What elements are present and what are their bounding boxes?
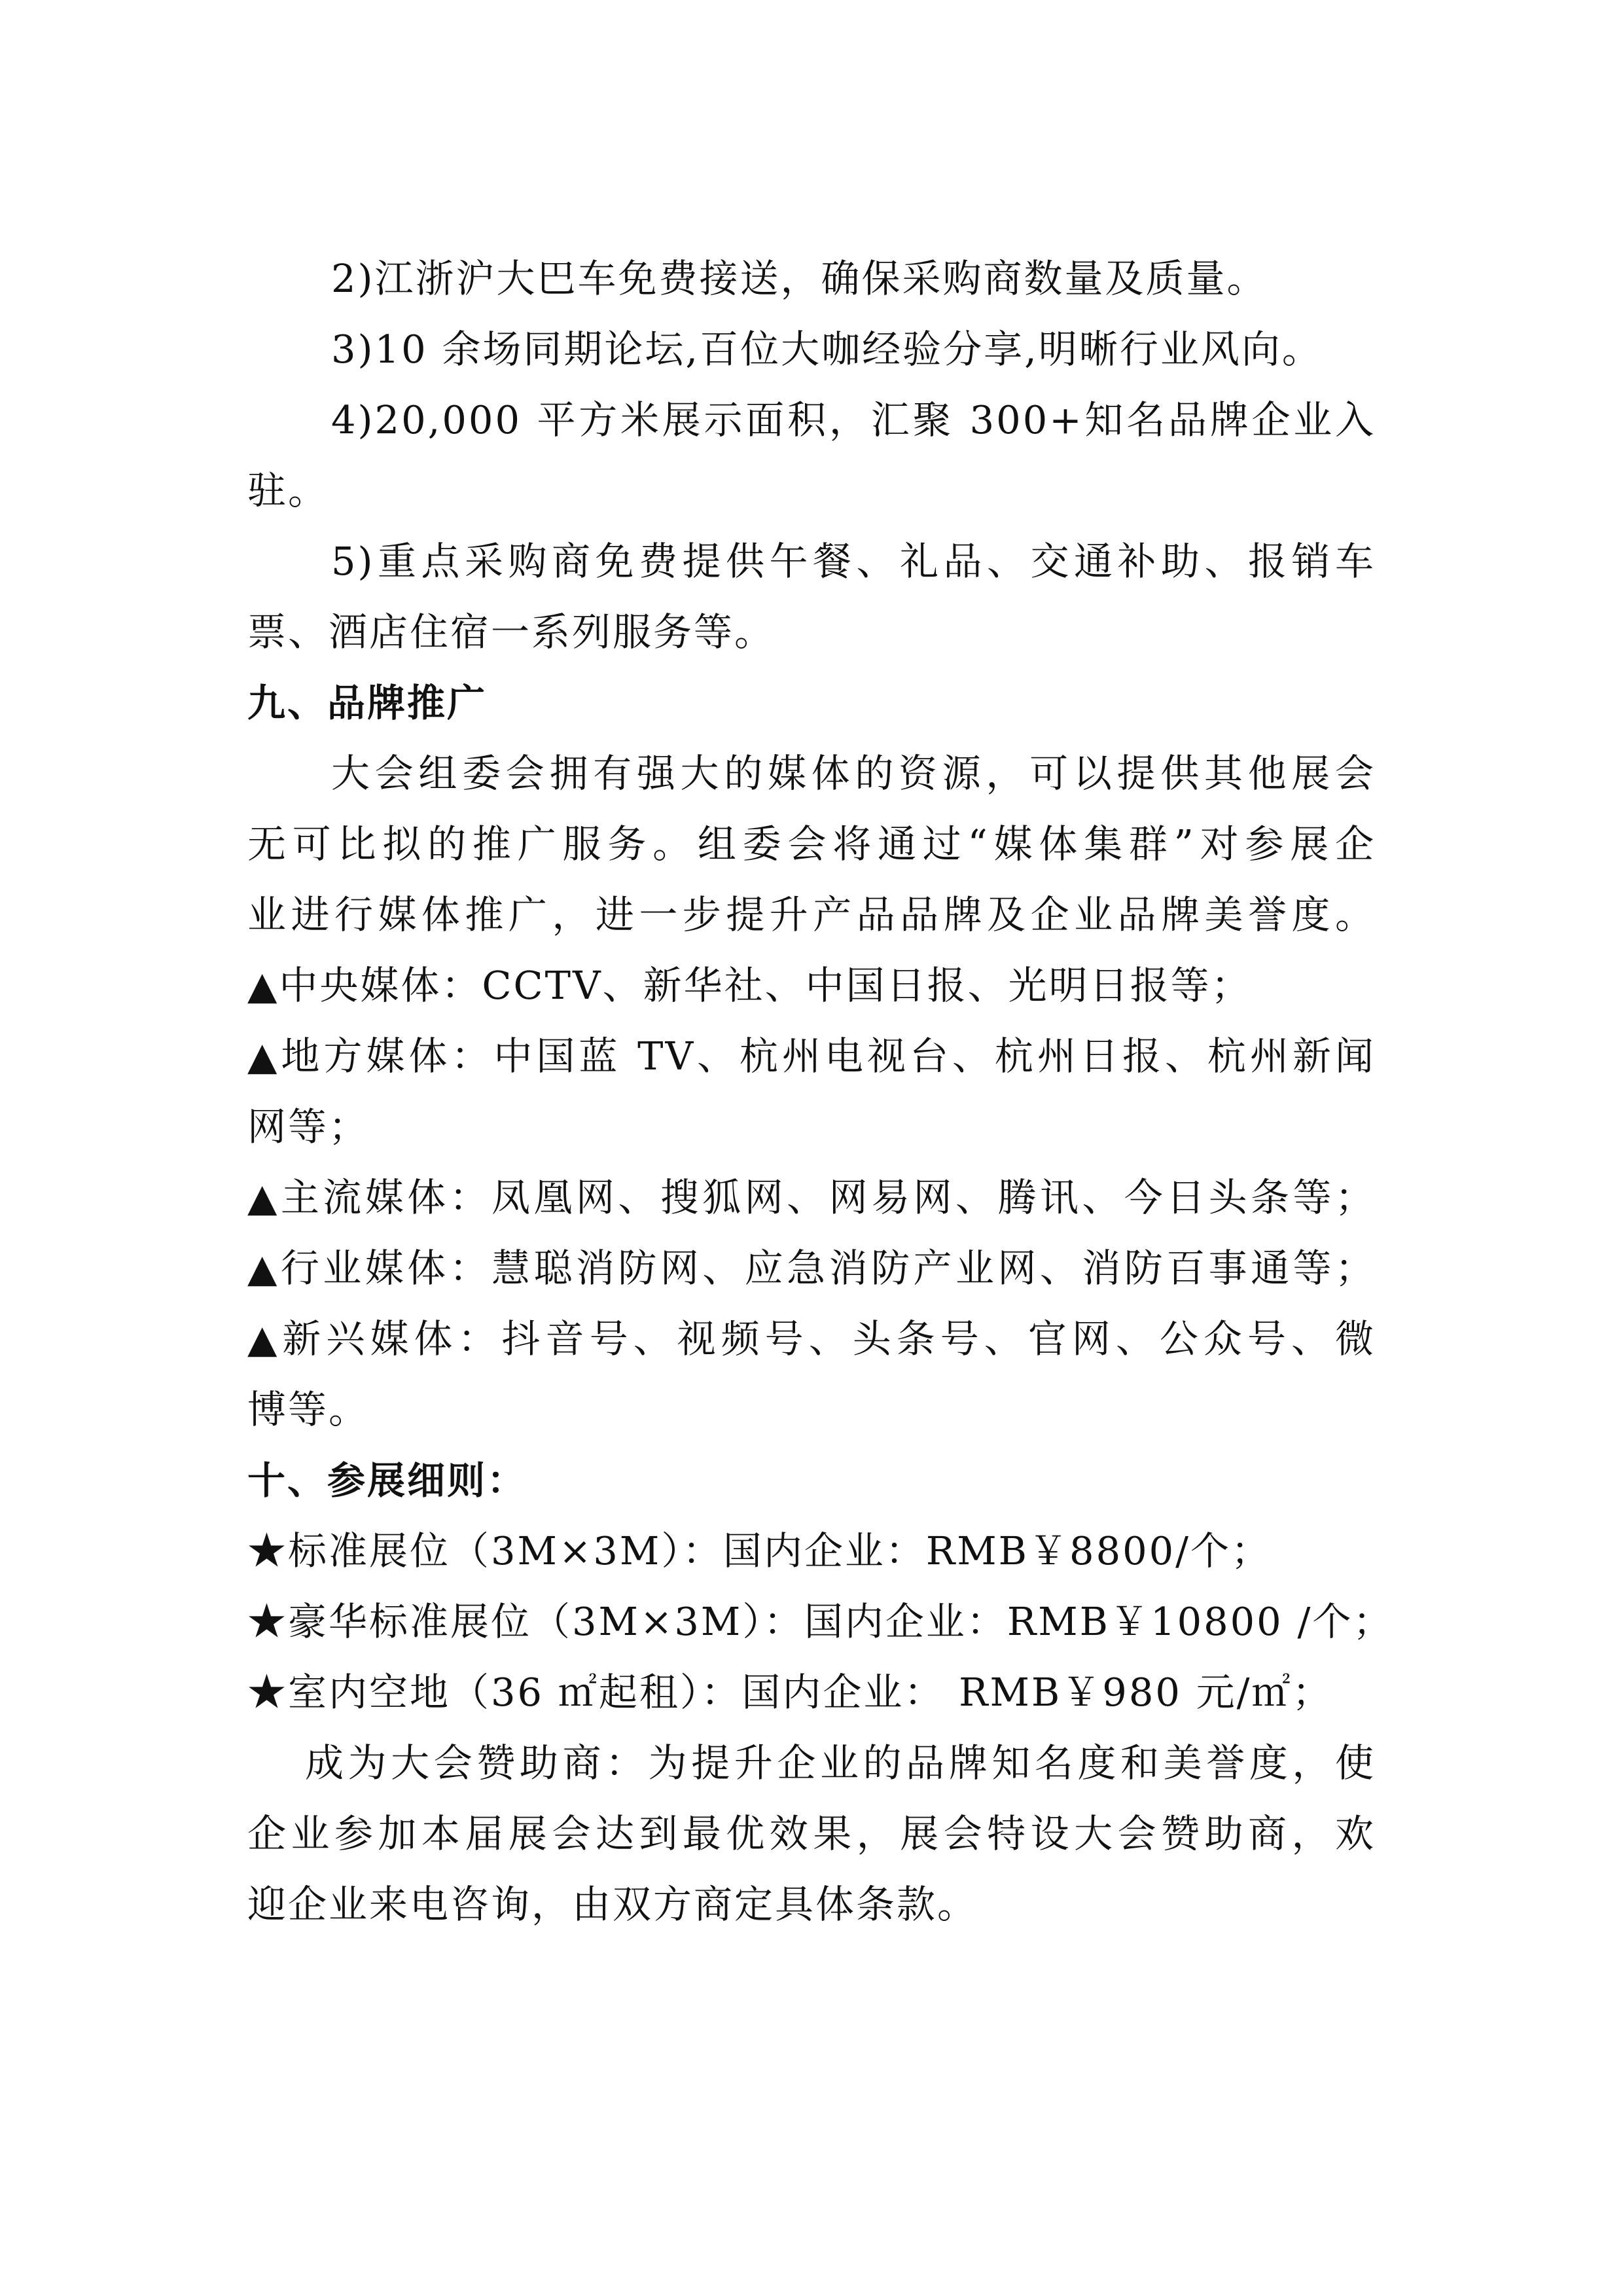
paragraph-line: 5)重点采购商免费提供午餐、礼品、交通补助、报销车 (331, 539, 1376, 584)
paragraph-line: 票、酒店住宿一系列服务等。 (247, 609, 776, 655)
media-list-item: ▲行业媒体：慧聪消防网、应急消防产业网、消防百事通等； (247, 1246, 1376, 1291)
media-list-item: ▲主流媒体：凤凰网、搜狐网、网易网、腾讯、今日头条等； (247, 1175, 1376, 1220)
paragraph-line: 大会组委会拥有强大的媒体的资源，可以提供其他展会 (331, 751, 1376, 796)
media-list-item-continued: 网等； (247, 1104, 370, 1149)
section-heading: 九、品牌推广 (247, 681, 488, 725)
paragraph-line: 迎企业来电咨询，由双方商定具体条款。 (247, 1882, 978, 1927)
paragraph-line: 驻。 (247, 468, 329, 513)
media-list-item: ▲新兴媒体：抖音号、视频号、头条号、官网、公众号、微 (247, 1316, 1376, 1361)
section-heading: 十、参展细则： (247, 1458, 527, 1503)
media-list-item: ▲地方媒体：中国蓝 TV、杭州电视台、杭州日报、杭州新闻 (247, 1033, 1376, 1079)
price-list-item: ★标准展位（3M×3M）：国内企业：RMB￥8800/个； (247, 1528, 1272, 1573)
paragraph-line: 2)江浙沪大巴车免费接送，确保采购商数量及质量。 (331, 256, 1268, 301)
paragraph-line: 4)20,000 平方米展示面积，汇聚 300+知名品牌企业入 (331, 397, 1376, 442)
document-body (247, 243, 1394, 1940)
paragraph-line: 企业参加本届展会达到最优效果，展会特设大会赞助商，欢 (247, 1811, 1376, 1856)
paragraph-line: 3)10 余场同期论坛,百位大咖经验分享,明晰行业风向。 (331, 327, 1323, 372)
media-list-item-continued: 博等。 (247, 1387, 370, 1432)
paragraph-line: 无可比拟的推广服务。组委会将通过“媒体集群”对参展企 (247, 821, 1376, 867)
paragraph-line: 业进行媒体推广，进一步提升产品品牌及企业品牌美誉度。 (247, 892, 1376, 937)
paragraph-line: 成为大会赞助商：为提升企业的品牌知名度和美誉度，使 (305, 1740, 1376, 1785)
media-list-item: ▲中央媒体：CCTV、新华社、中国日报、光明日报等； (247, 963, 1252, 1008)
price-list-item: ★豪华标准展位（3M×3M）：国内企业：RMB￥10800 /个； (247, 1599, 1394, 1644)
price-list-item: ★室内空地（36 ㎡起租）：国内企业： RMB￥980 元/㎡； (247, 1670, 1333, 1715)
